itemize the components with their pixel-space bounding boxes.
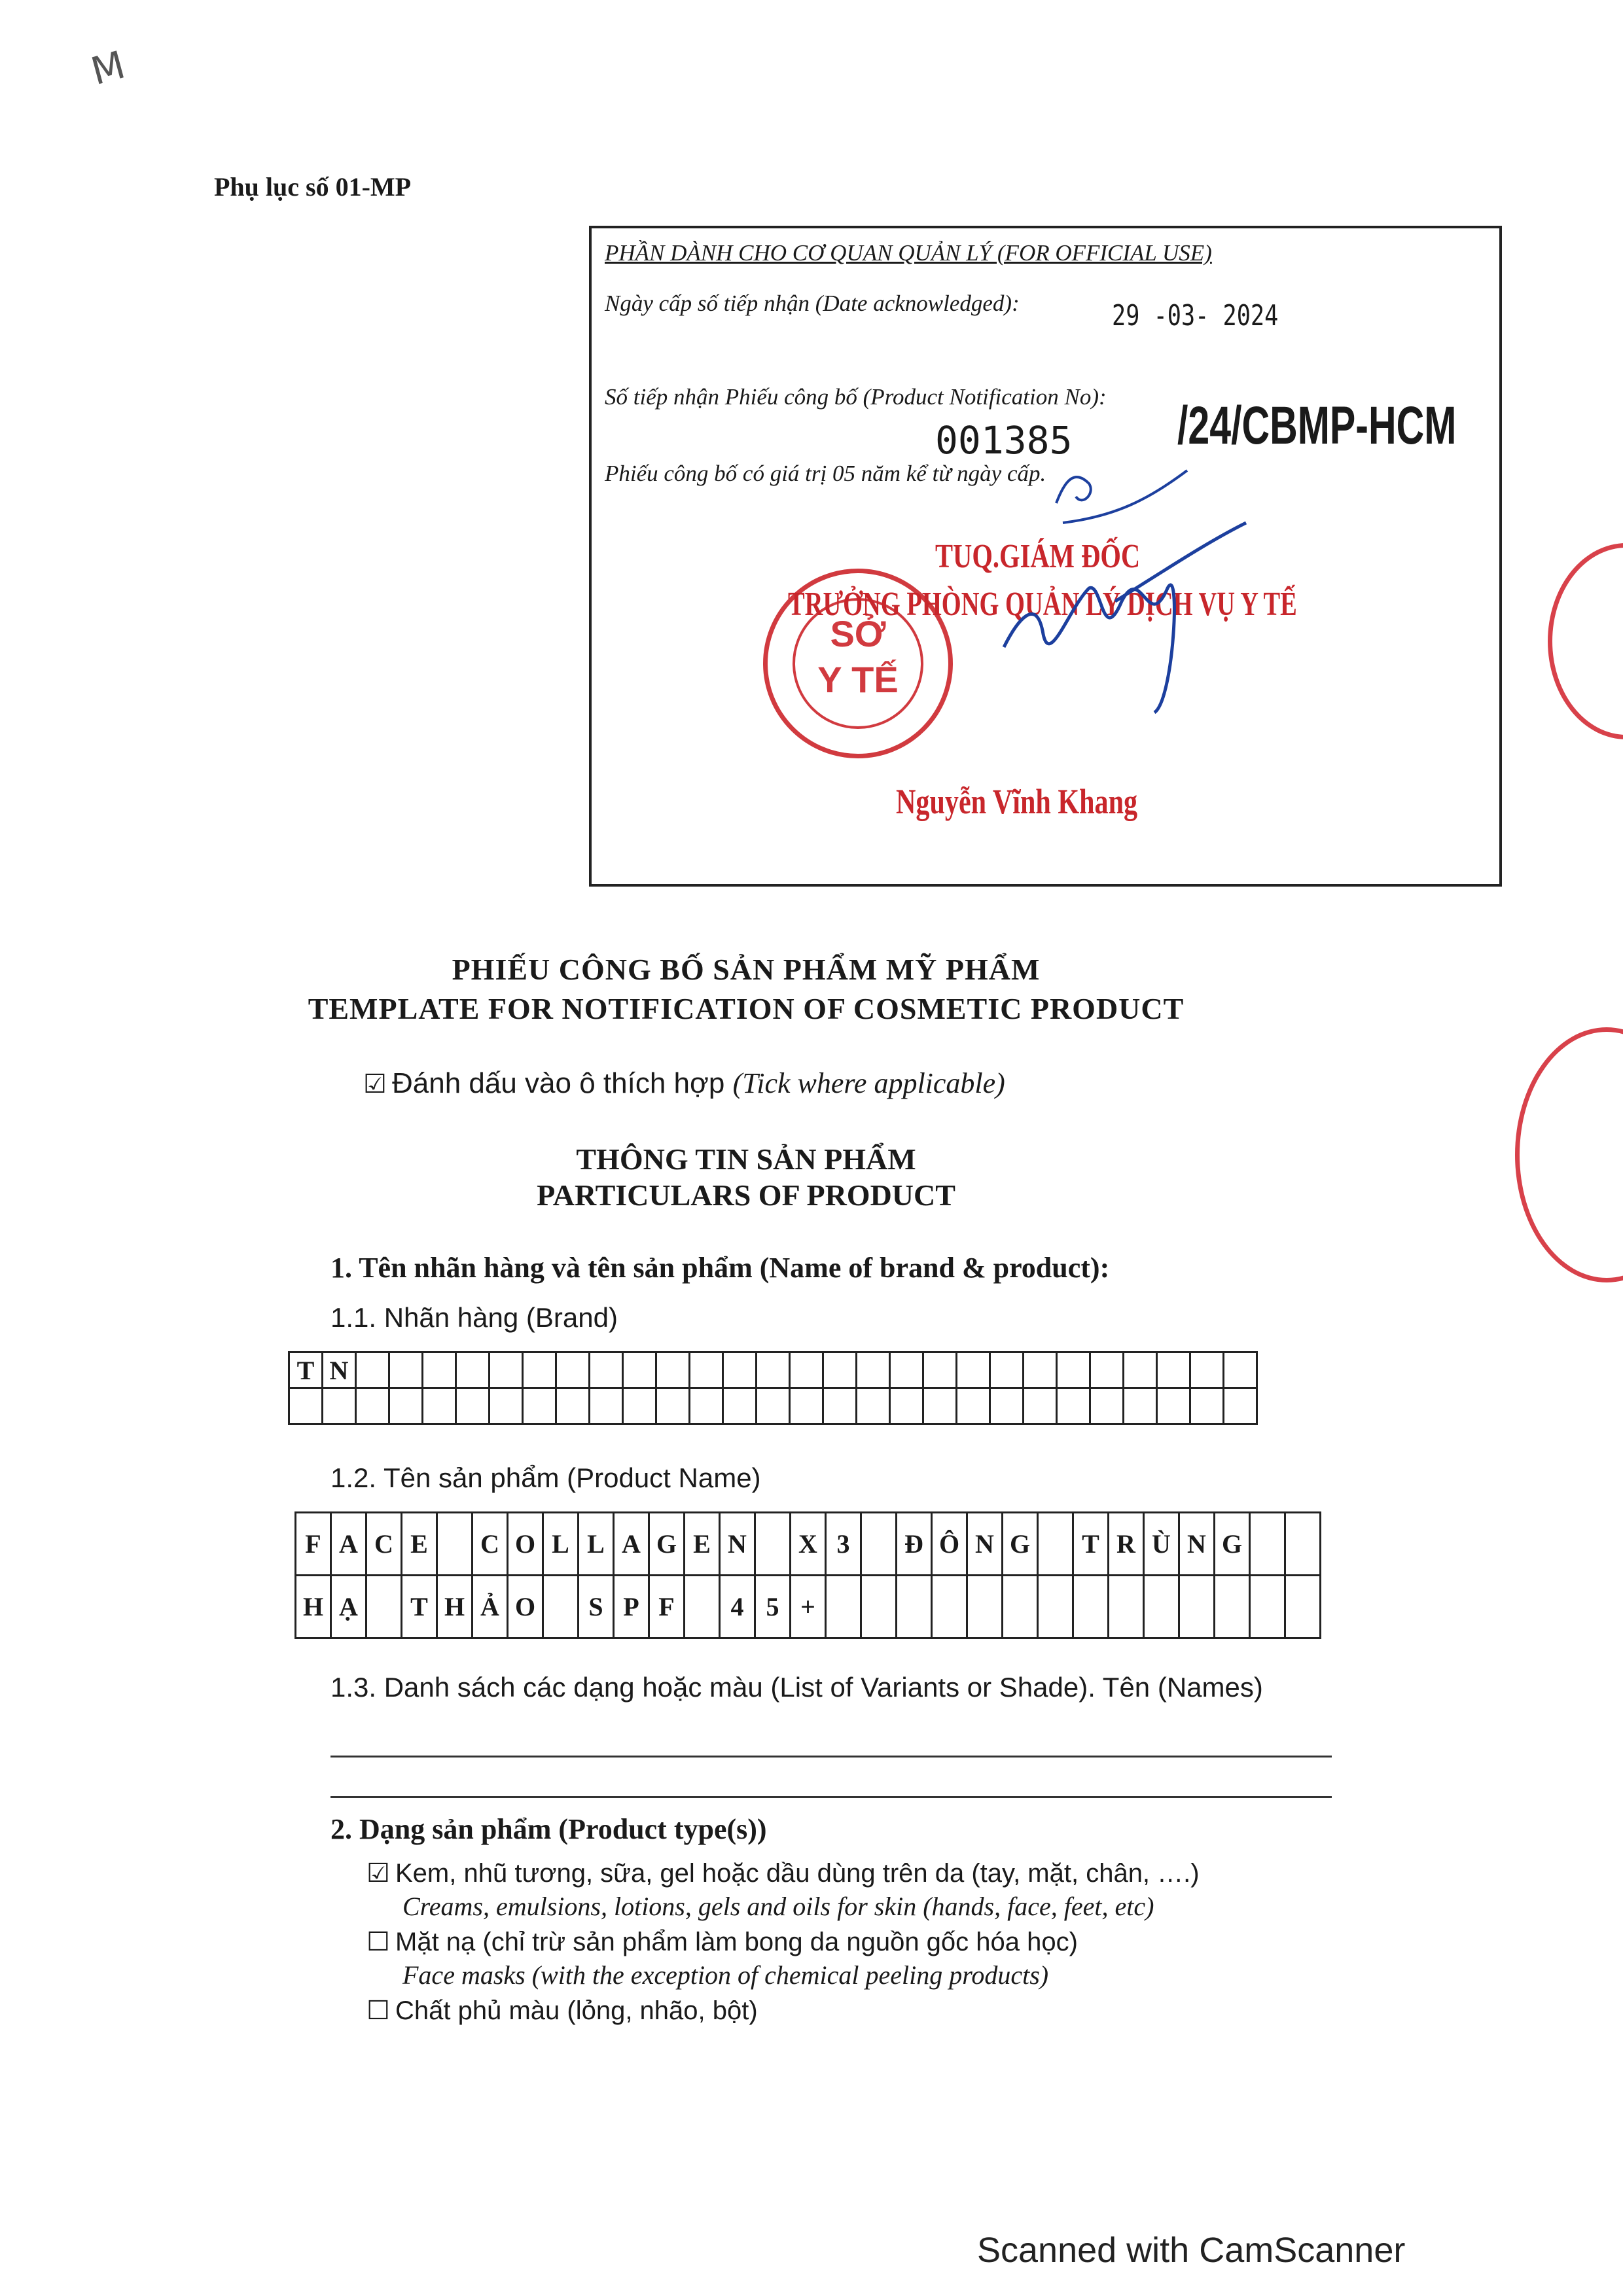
- grid-cell: [490, 1352, 523, 1388]
- grid-cell: Ù: [1144, 1513, 1179, 1576]
- grid-cell: C: [473, 1513, 508, 1576]
- grid-cell: F: [296, 1513, 331, 1576]
- grid-cell: [967, 1576, 1003, 1638]
- form-title-en: TEMPLATE FOR NOTIFICATION OF COSMETIC PRODUCT: [308, 992, 1185, 1025]
- grid-cell: [1250, 1576, 1285, 1638]
- stamp-title-line1: TUQ.GIÁM ĐỐC: [935, 538, 1141, 575]
- product-type-option[interactable]: [366, 1927, 1078, 1957]
- question-2-heading: 2. Dạng sản phẩm (Product type(s)): [330, 1813, 767, 1845]
- grid-cell: [1285, 1513, 1321, 1576]
- grid-cell: [590, 1388, 623, 1424]
- grid-cell: [456, 1388, 490, 1424]
- grid-cell: 5: [755, 1576, 791, 1638]
- grid-cell: [556, 1388, 590, 1424]
- side-seal-upper: [1548, 543, 1623, 739]
- grid-cell: [932, 1576, 967, 1638]
- grid-cell: H: [437, 1576, 473, 1638]
- grid-cell: [1038, 1513, 1073, 1576]
- seal-text-top: SỞ: [830, 613, 886, 654]
- grid-row: [289, 1352, 1257, 1388]
- grid-cell: [790, 1352, 823, 1388]
- grid-cell: [1124, 1388, 1157, 1424]
- grid-cell: [623, 1388, 656, 1424]
- grid-cell: [823, 1388, 857, 1424]
- grid-cell: +: [791, 1576, 826, 1638]
- grid-cell: O: [508, 1513, 543, 1576]
- checkbox-checked-icon: ☑: [363, 1070, 387, 1099]
- seal-text-bottom: Y TẾ: [817, 659, 899, 700]
- grid-cell: [437, 1513, 473, 1576]
- grid-cell: 4: [720, 1576, 755, 1638]
- grid-cell: [1003, 1576, 1038, 1638]
- grid-cell: [723, 1352, 757, 1388]
- grid-cell: T: [289, 1352, 323, 1388]
- grid-cell: A: [614, 1513, 649, 1576]
- grid-cell: [826, 1576, 861, 1638]
- grid-cell: L: [543, 1513, 579, 1576]
- product-type-option[interactable]: [366, 1996, 758, 2026]
- grid-row: [296, 1576, 1321, 1638]
- section-title-vi: THÔNG TIN SẢN PHẨM: [576, 1142, 916, 1176]
- grid-cell: [356, 1352, 389, 1388]
- tick-instruction-en: (Tick where applicable): [732, 1067, 1005, 1099]
- product-type-vi: Chất phủ màu (lỏng, nhão, bột): [395, 1996, 758, 2025]
- stamp-title-line2: TRƯỞNG PHÒNG QUẢN LÝ DỊCH VỤ Y TẾ: [788, 586, 1297, 623]
- grid-cell: P: [614, 1576, 649, 1638]
- grid-cell: [1073, 1576, 1109, 1638]
- grid-cell: N: [720, 1513, 755, 1576]
- grid-cell: G: [1215, 1513, 1250, 1576]
- grid-cell: [690, 1388, 723, 1424]
- grid-cell: [456, 1352, 490, 1388]
- checkbox-checked-icon[interactable]: ☑: [366, 1859, 390, 1888]
- official-header: PHẦN DÀNH CHO CƠ QUAN QUẢN LÝ (FOR OFFICIAL USE): [605, 240, 1212, 266]
- signer-name: Nguyễn Vĩnh Khang: [896, 782, 1138, 821]
- notification-number-suffix: /24/CBMP-HCM: [1177, 396, 1457, 455]
- grid-cell: [897, 1576, 932, 1638]
- grid-cell: [1215, 1576, 1250, 1638]
- grid-cell: [1057, 1388, 1090, 1424]
- signature-ink: [840, 372, 1266, 732]
- grid-cell: N: [323, 1352, 356, 1388]
- grid-cell: [923, 1352, 957, 1388]
- grid-cell: [957, 1388, 990, 1424]
- grid-cell: [1144, 1576, 1179, 1638]
- grid-cell: H: [296, 1576, 331, 1638]
- grid-cell: [323, 1388, 356, 1424]
- grid-cell: [1024, 1388, 1057, 1424]
- appendix-label: Phụ lục số 01-MP: [214, 172, 412, 202]
- product-type-vi: Mặt nạ (chỉ trừ sản phẩm làm bong da nguồn gốc hóa học): [395, 1928, 1078, 1956]
- grid-cell: [423, 1388, 456, 1424]
- grid-cell: [1224, 1388, 1257, 1424]
- grid-cell: [543, 1576, 579, 1638]
- form-title-vi: PHIẾU CÔNG BỐ SẢN PHẨM MỸ PHẨM: [452, 953, 1041, 986]
- date-acknowledged-label: Ngày cấp số tiếp nhận (Date acknowledged):: [605, 291, 1020, 316]
- corner-initials: M: [86, 42, 130, 94]
- notification-number-value: 001385: [935, 418, 1073, 463]
- grid-cell: [590, 1352, 623, 1388]
- grid-cell: O: [508, 1576, 543, 1638]
- grid-cell: [1179, 1576, 1215, 1638]
- grid-cell: [857, 1352, 890, 1388]
- grid-cell: [890, 1352, 923, 1388]
- date-acknowledged-value: 29 -03- 2024: [1112, 299, 1279, 332]
- grid-cell: [790, 1388, 823, 1424]
- grid-cell: [423, 1352, 456, 1388]
- grid-cell: [1224, 1352, 1257, 1388]
- grid-cell: [685, 1576, 720, 1638]
- question-1-heading: 1. Tên nhãn hàng và tên sản phẩm (Name of brand & product):: [330, 1252, 1110, 1284]
- grid-cell: [861, 1513, 897, 1576]
- grid-cell: S: [579, 1576, 614, 1638]
- grid-row: [296, 1513, 1321, 1576]
- variants-line-2: [330, 1796, 1332, 1798]
- grid-cell: [890, 1388, 923, 1424]
- grid-cell: [490, 1388, 523, 1424]
- notification-number-label: Số tiếp nhận Phiếu công bố (Product Notification No):: [605, 384, 1107, 410]
- grid-cell: R: [1109, 1513, 1144, 1576]
- grid-cell: G: [1003, 1513, 1038, 1576]
- brand-grid: [288, 1351, 1258, 1425]
- grid-cell: [1285, 1576, 1321, 1638]
- grid-cell: [656, 1388, 690, 1424]
- variants-line-1: [330, 1756, 1332, 1757]
- grid-cell: [757, 1388, 790, 1424]
- grid-cell: [289, 1388, 323, 1424]
- grid-cell: [757, 1352, 790, 1388]
- grid-cell: [1157, 1388, 1190, 1424]
- grid-cell: [723, 1388, 757, 1424]
- grid-cell: [389, 1352, 423, 1388]
- tick-instruction: [363, 1067, 1005, 1100]
- grid-cell: [1190, 1388, 1224, 1424]
- grid-cell: [990, 1352, 1024, 1388]
- scanner-watermark: Scanned with CamScanner: [977, 2231, 1406, 2270]
- grid-cell: G: [649, 1513, 685, 1576]
- grid-cell: [1250, 1513, 1285, 1576]
- grid-cell: Đ: [897, 1513, 932, 1576]
- product-name-grid: [294, 1511, 1321, 1639]
- grid-cell: [389, 1388, 423, 1424]
- grid-cell: E: [685, 1513, 720, 1576]
- grid-cell: [1109, 1576, 1144, 1638]
- grid-cell: [1090, 1388, 1124, 1424]
- grid-cell: [356, 1388, 389, 1424]
- grid-cell: Ô: [932, 1513, 967, 1576]
- product-type-option[interactable]: [366, 1858, 1200, 1888]
- grid-cell: [857, 1388, 890, 1424]
- grid-cell: [690, 1352, 723, 1388]
- tick-instruction-text: Đánh dấu vào ô thích hợp: [392, 1067, 725, 1099]
- product-type-en: Creams, emulsions, lotions, gels and oils for skin (hands, face, feet, etc): [402, 1892, 1154, 1921]
- checkbox-empty-icon[interactable]: ☐: [366, 1928, 390, 1956]
- product-type-vi: Kem, nhũ tương, sữa, gel hoặc dầu dùng trên da (tay, mặt, chân, ….): [395, 1859, 1200, 1888]
- grid-cell: [990, 1388, 1024, 1424]
- checkbox-empty-icon[interactable]: ☐: [366, 1996, 390, 2025]
- product-type-en: Face masks (with the exception of chemical peeling products): [402, 1960, 1049, 1990]
- grid-cell: 3: [826, 1513, 861, 1576]
- grid-cell: [1090, 1352, 1124, 1388]
- grid-cell: [1124, 1352, 1157, 1388]
- grid-cell: T: [1073, 1513, 1109, 1576]
- grid-cell: [1057, 1352, 1090, 1388]
- grid-cell: Ả: [473, 1576, 508, 1638]
- grid-cell: [656, 1352, 690, 1388]
- grid-cell: [957, 1352, 990, 1388]
- grid-row: [289, 1388, 1257, 1424]
- variants-label: 1.3. Danh sách các dạng hoặc màu (List of Variants or Shade). Tên (Names): [330, 1672, 1263, 1703]
- grid-cell: [556, 1352, 590, 1388]
- grid-cell: [1024, 1352, 1057, 1388]
- product-name-label: 1.2. Tên sản phẩm (Product Name): [330, 1462, 761, 1493]
- grid-cell: [823, 1352, 857, 1388]
- grid-cell: Ạ: [331, 1576, 366, 1638]
- grid-cell: [923, 1388, 957, 1424]
- grid-cell: N: [1179, 1513, 1215, 1576]
- grid-cell: [1038, 1576, 1073, 1638]
- brand-label: 1.1. Nhãn hàng (Brand): [330, 1302, 618, 1333]
- grid-cell: T: [402, 1576, 437, 1638]
- grid-cell: [1190, 1352, 1224, 1388]
- grid-cell: [623, 1352, 656, 1388]
- grid-cell: N: [967, 1513, 1003, 1576]
- grid-cell: L: [579, 1513, 614, 1576]
- grid-cell: [861, 1576, 897, 1638]
- grid-cell: [366, 1576, 402, 1638]
- grid-cell: E: [402, 1513, 437, 1576]
- grid-cell: [1157, 1352, 1190, 1388]
- grid-cell: [755, 1513, 791, 1576]
- grid-cell: C: [366, 1513, 402, 1576]
- grid-cell: F: [649, 1576, 685, 1638]
- section-title-en: PARTICULARS OF PRODUCT: [537, 1178, 955, 1212]
- grid-cell: X: [791, 1513, 826, 1576]
- grid-cell: [523, 1388, 556, 1424]
- validity-note: Phiếu công bố có giá trị 05 năm kể từ ngày cấp.: [605, 461, 1046, 486]
- official-use-box: [589, 226, 1502, 887]
- grid-cell: A: [331, 1513, 366, 1576]
- grid-cell: [523, 1352, 556, 1388]
